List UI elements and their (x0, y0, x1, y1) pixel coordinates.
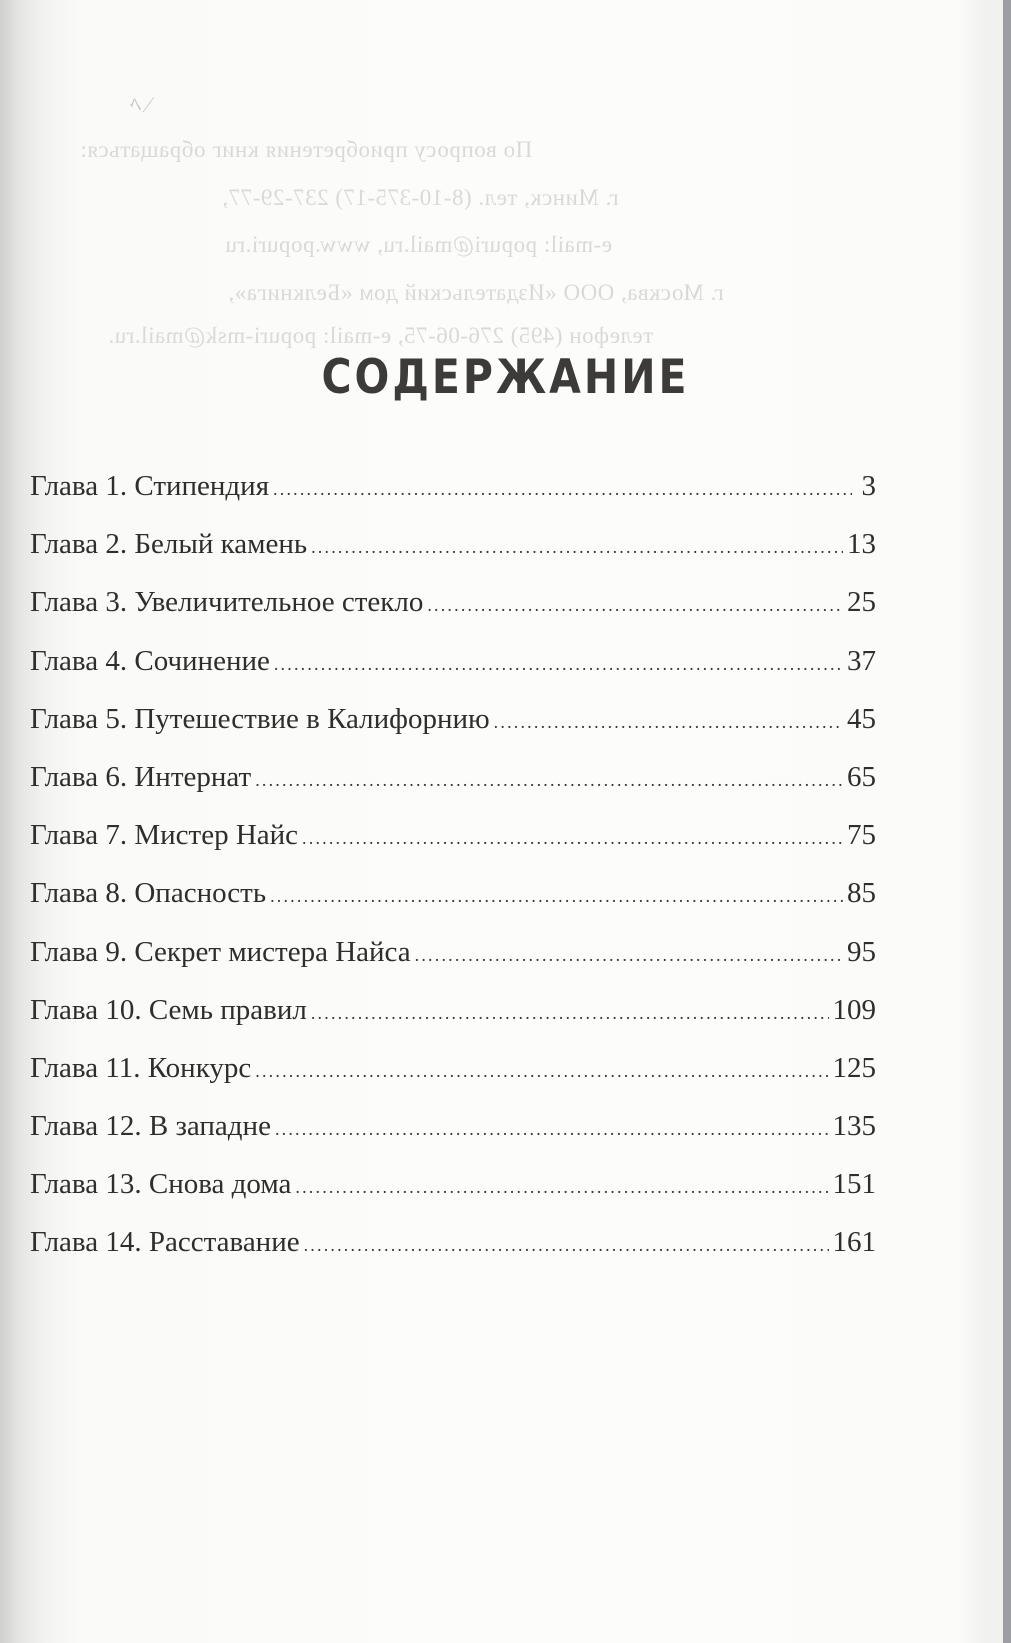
toc-entry-page: 95 (847, 935, 876, 968)
dot-leader (255, 770, 843, 791)
toc-entry-page: 135 (832, 1110, 876, 1143)
dot-leader (270, 886, 843, 907)
toc-entry (30, 761, 876, 819)
toc-entry-page: 161 (832, 1226, 876, 1259)
dot-leader (427, 595, 843, 616)
dot-leader (494, 712, 843, 733)
toc-entry-page: 125 (832, 1051, 876, 1084)
toc-entry-page: 25 (847, 586, 876, 619)
toc-entry-label: Глава 8. Опасность (30, 877, 267, 910)
page-edge (1003, 0, 1011, 1643)
toc-entry-page: 37 (847, 644, 876, 677)
toc-entry (30, 994, 876, 1052)
toc-entry-page: 109 (832, 993, 876, 1026)
toc-entry-label: Глава 3. Увеличительное стекло (30, 586, 424, 619)
toc-entry (30, 586, 876, 644)
ink-mark: ﾍ ∕ (130, 92, 151, 117)
toc-entry-label: Глава 4. Сочинение (30, 644, 270, 677)
toc-entry (30, 819, 876, 877)
table-of-contents (30, 470, 876, 1285)
toc-entry-label: Глава 9. Секрет мистера Найса (30, 935, 411, 968)
toc-entry (30, 470, 876, 528)
toc-entry-label: Глава 5. Путешествие в Калифорнию (30, 702, 490, 735)
toc-entry-page: 151 (832, 1168, 876, 1201)
toc-entry (30, 645, 876, 703)
bleed-through-line: e-mail: popuri@mail.ru, www.popuri.ru (225, 232, 612, 257)
bleed-through-line: г. Минск, тел. (8-10-375-17) 237-29-77, (222, 185, 619, 210)
toc-entry (30, 528, 876, 586)
toc-entry-page: 65 (847, 760, 876, 793)
toc-entry (30, 1110, 876, 1168)
toc-entry-label: Глава 2. Белый камень (30, 528, 308, 561)
toc-entry (30, 703, 876, 761)
bleed-through-line: По вопросу приобретения книг обращаться: (80, 137, 533, 162)
dot-leader (255, 1061, 828, 1082)
toc-entry (30, 1052, 876, 1110)
dot-leader (311, 537, 843, 558)
dot-leader (273, 479, 852, 500)
toc-entry-page: 85 (847, 877, 876, 910)
dot-leader (274, 654, 843, 675)
toc-entry-label: Глава 11. Конкурс (30, 1051, 252, 1084)
dot-leader (295, 1177, 828, 1198)
dot-leader (311, 1003, 829, 1024)
toc-entry (30, 1168, 876, 1226)
toc-entry-label: Глава 7. Мистер Найс (30, 819, 299, 852)
toc-entry-page: 3 (861, 470, 876, 502)
dot-leader (304, 1235, 829, 1256)
dot-leader (415, 945, 843, 966)
toc-entry-label: Глава 12. В западне (30, 1110, 271, 1143)
toc-entry-label: Глава 10. Семь правил (30, 993, 307, 1026)
toc-entry-page: 45 (847, 702, 876, 735)
toc-entry-page: 13 (847, 528, 876, 561)
dot-leader (302, 828, 843, 849)
toc-entry (30, 877, 876, 935)
page-title: СОДЕРЖАНИЕ (321, 349, 690, 405)
toc-entry (30, 1226, 876, 1284)
toc-entry-label: Глава 14. Расставание (30, 1226, 300, 1259)
toc-entry-label: Глава 13. Снова дома (30, 1168, 292, 1201)
toc-entry-page: 75 (847, 819, 876, 852)
dot-leader (275, 1119, 829, 1140)
toc-entry-label: Глава 1. Стипендия (30, 470, 270, 502)
bleed-through-line: телефон (495) 276-06-75, e-mail: popuri-msk@mail.ru. (108, 323, 654, 348)
toc-entry-label: Глава 6. Интернат (30, 760, 252, 793)
toc-entry (30, 936, 876, 994)
bleed-through-line: г. Москва, ООО «Издательский дом «Белкнига», (228, 280, 724, 305)
